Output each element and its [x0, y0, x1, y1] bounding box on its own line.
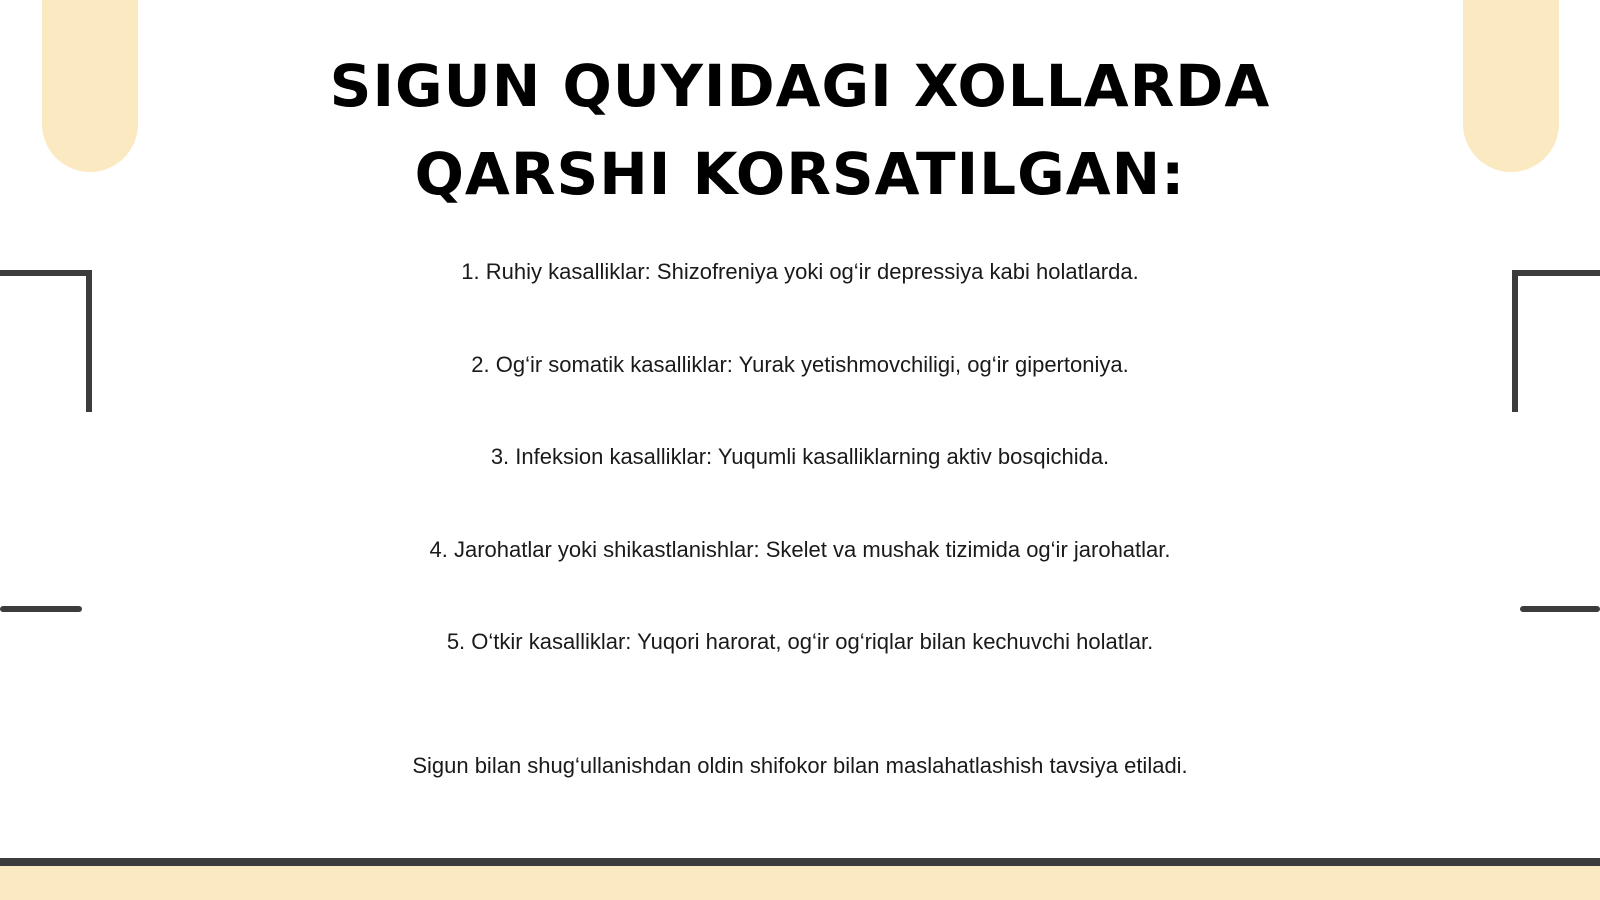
contraindications-list [200, 252, 1400, 715]
slide-title-line1: SIGUN QUYIDAGI XOLLARDA [329, 52, 1271, 120]
list-item: 4. Jarohatlar yoki shikastlanishlar: Skelet va mushak tizimida og‘ir jarohatlar. [429, 536, 1171, 562]
slide-title-line2: QARSHI KORSATILGAN: [414, 140, 1186, 208]
list-item: 2. Og‘ir somatik kasalliklar: Yurak yetishmovchiligi, og‘ir gipertoniya. [471, 351, 1129, 377]
footer-divider [0, 858, 1600, 866]
slide-title [300, 42, 1300, 218]
list-item: 1. Ruhiy kasalliklar: Shizofreniya yoki og‘ir depressiya kabi holatlarda. [461, 259, 1139, 284]
frame-corner-left [0, 270, 92, 412]
footer-band [0, 866, 1600, 900]
frame-corner-right [1512, 270, 1600, 412]
decorative-tab-right [1463, 0, 1559, 172]
advice-note: Sigun bilan shug‘ullanishdan oldin shifokor bilan maslahatlashish tavsiya etiladi. [412, 753, 1188, 778]
frame-dash-right [1520, 606, 1600, 612]
decorative-tab-left [42, 0, 138, 172]
frame-dash-left [0, 606, 82, 612]
list-item: 3. Infeksion kasalliklar: Yuqumli kasalliklarning aktiv bosqichida. [490, 444, 1110, 469]
list-item: 5. O‘tkir kasalliklar: Yuqori harorat, og‘ir og‘riqlar bilan kechuvchi holatlar. [446, 629, 1154, 654]
